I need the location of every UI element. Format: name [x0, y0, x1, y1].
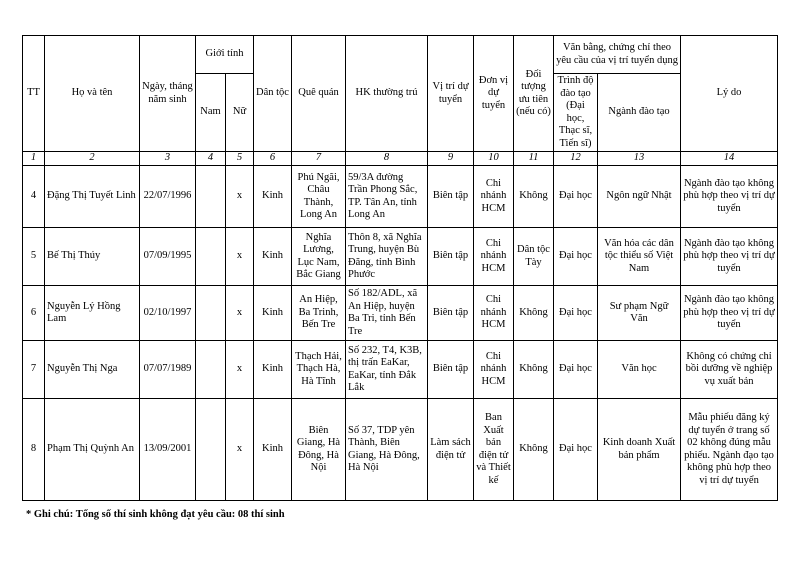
cell-nam [196, 166, 226, 228]
cell-don-vi: Chi nhánh HCM [474, 166, 514, 228]
cell-nu: x [226, 399, 254, 501]
header-ho-ten: Họ và tên [45, 36, 140, 152]
column-number: 12 [554, 152, 598, 166]
cell-trinh-do: Đại học [554, 399, 598, 501]
column-number: 5 [226, 152, 254, 166]
header-gioi-tinh: Giới tính [196, 36, 254, 74]
table-row [23, 228, 778, 286]
cell-hktt: 59/3A đường Trần Phong Sắc, TP. Tân An, tỉnh Long An [346, 166, 428, 228]
cell-don-vi: Chi nhánh HCM [474, 228, 514, 286]
cell-que-quan: An Hiệp, Ba Trinh, Bến Tre [292, 286, 346, 341]
column-number: 1 [23, 152, 45, 166]
header-nu: Nữ [226, 74, 254, 152]
cell-dob: 07/07/1989 [140, 341, 196, 399]
cell-nganh: Sư phạm Ngữ Văn [598, 286, 681, 341]
header-ly-do: Lý do [681, 36, 778, 152]
cell-name: Bế Thị Thúy [45, 228, 140, 286]
header-trinh-do: Trình độ đào tạo (Đại học, Thạc sĩ, Tiến sĩ) [554, 74, 598, 152]
column-number: 8 [346, 152, 428, 166]
cell-hktt: Số 232, T4, K3B, thị trấn EaKar, EaKar, tỉnh Đắk Lắk [346, 341, 428, 399]
cell-dan-toc: Kinh [254, 228, 292, 286]
cell-hktt: Thôn 8, xã Nghĩa Trung, huyện Bù Đăng, tỉnh Bình Phước [346, 228, 428, 286]
column-number: 14 [681, 152, 778, 166]
cell-nam [196, 228, 226, 286]
table-header [23, 36, 778, 166]
cell-tt: 5 [23, 228, 45, 286]
column-number: 3 [140, 152, 196, 166]
cell-doi-tuong: Dân tộc Tày [514, 228, 554, 286]
header-vi-tri: Vị trí dự tuyển [428, 36, 474, 152]
cell-ly-do: Mẫu phiếu đăng ký dự tuyển ở trang số 02 không đúng mẫu phiếu. Ngành đạo tạo không phù hợp theo vị trí dự tuyển [681, 399, 778, 501]
cell-nu: x [226, 341, 254, 399]
cell-tt: 7 [23, 341, 45, 399]
column-number: 2 [45, 152, 140, 166]
cell-tt: 8 [23, 399, 45, 501]
table-row [23, 341, 778, 399]
table-body [23, 166, 778, 501]
cell-trinh-do: Đại học [554, 228, 598, 286]
column-number: 10 [474, 152, 514, 166]
cell-dan-toc: Kinh [254, 341, 292, 399]
cell-nam [196, 399, 226, 501]
header-don-vi: Đơn vị dự tuyển [474, 36, 514, 152]
cell-que-quan: Thạch Hải, Thạch Hà, Hà Tĩnh [292, 341, 346, 399]
cell-ly-do: Ngành đào tạo không phù hợp theo vị trí dự tuyển [681, 166, 778, 228]
cell-nganh: Văn học [598, 341, 681, 399]
cell-nu: x [226, 166, 254, 228]
cell-nganh: Ngôn ngữ Nhật [598, 166, 681, 228]
cell-tt: 6 [23, 286, 45, 341]
candidate-table [22, 35, 778, 501]
cell-nam [196, 341, 226, 399]
cell-name: Nguyễn Lý Hồng Lam [45, 286, 140, 341]
column-number: 4 [196, 152, 226, 166]
header-nganh: Ngành đào tạo [598, 74, 681, 152]
cell-ly-do: Không có chứng chỉ bồi dưỡng về nghiệp vụ xuất bản [681, 341, 778, 399]
cell-que-quan: Biên Giang, Hà Đông, Hà Nội [292, 399, 346, 501]
candidate-table-container [22, 35, 777, 501]
cell-don-vi: Chi nhánh HCM [474, 286, 514, 341]
cell-don-vi: Ban Xuất bản điện tử và Thiết kế [474, 399, 514, 501]
header-nam: Nam [196, 74, 226, 152]
cell-vi-tri: Biên tập [428, 341, 474, 399]
cell-nu: x [226, 228, 254, 286]
cell-dob: 13/09/2001 [140, 399, 196, 501]
header-ngay-sinh: Ngày, tháng năm sinh [140, 36, 196, 152]
footnote: * Ghi chú: Tổng số thí sinh không đạt yêu cầu: 08 thí sinh [26, 509, 285, 520]
cell-dob: 22/07/1996 [140, 166, 196, 228]
table-row [23, 166, 778, 228]
cell-que-quan: Phú Ngãi, Châu Thành, Long An [292, 166, 346, 228]
table-row [23, 286, 778, 341]
cell-nganh: Kinh doanh Xuất bản phẩm [598, 399, 681, 501]
cell-nu: x [226, 286, 254, 341]
cell-ly-do: Ngành đào tạo không phù hợp theo vị trí dự tuyển [681, 228, 778, 286]
column-number: 6 [254, 152, 292, 166]
cell-name: Phạm Thị Quỳnh An [45, 399, 140, 501]
column-number: 13 [598, 152, 681, 166]
cell-doi-tuong: Không [514, 341, 554, 399]
cell-vi-tri: Biên tập [428, 228, 474, 286]
cell-dob: 07/09/1995 [140, 228, 196, 286]
cell-vi-tri: Biên tập [428, 166, 474, 228]
cell-vi-tri: Làm sách điện tử [428, 399, 474, 501]
cell-doi-tuong: Không [514, 399, 554, 501]
header-que-quan: Quê quán [292, 36, 346, 152]
cell-trinh-do: Đại học [554, 286, 598, 341]
cell-dan-toc: Kinh [254, 166, 292, 228]
cell-dob: 02/10/1997 [140, 286, 196, 341]
cell-nam [196, 286, 226, 341]
cell-tt: 4 [23, 166, 45, 228]
column-number: 9 [428, 152, 474, 166]
cell-ly-do: Ngành đào tạo không phù hợp theo vị trí dự tuyển [681, 286, 778, 341]
header-tt: TT [23, 36, 45, 152]
cell-name: Nguyễn Thị Nga [45, 341, 140, 399]
header-van-bang: Văn bằng, chứng chỉ theo yêu cầu của vị trí tuyển dụng [554, 36, 681, 74]
column-number: 11 [514, 152, 554, 166]
header-hk-thuong-tru: HK thường trú [346, 36, 428, 152]
header-doi-tuong: Đối tượng ưu tiên (nếu có) [514, 36, 554, 152]
cell-dan-toc: Kinh [254, 286, 292, 341]
cell-hktt: Số 182/ADL, xã An Hiệp, huyện Ba Tri, tỉnh Bến Tre [346, 286, 428, 341]
cell-trinh-do: Đại học [554, 166, 598, 228]
cell-don-vi: Chi nhánh HCM [474, 341, 514, 399]
column-number-row [23, 152, 778, 166]
table-row [23, 399, 778, 501]
cell-doi-tuong: Không [514, 286, 554, 341]
cell-trinh-do: Đại học [554, 341, 598, 399]
cell-nganh: Văn hóa các dân tộc thiểu số Việt Nam [598, 228, 681, 286]
header-dan-toc: Dân tộc [254, 36, 292, 152]
column-number: 7 [292, 152, 346, 166]
cell-que-quan: Nghĩa Lương, Lục Nam, Bắc Giang [292, 228, 346, 286]
cell-hktt: Số 37, TDP yên Thành, Biên Giang, Hà Đông, Hà Nội [346, 399, 428, 501]
cell-vi-tri: Biên tập [428, 286, 474, 341]
cell-doi-tuong: Không [514, 166, 554, 228]
cell-dan-toc: Kinh [254, 399, 292, 501]
cell-name: Đặng Thị Tuyết Linh [45, 166, 140, 228]
